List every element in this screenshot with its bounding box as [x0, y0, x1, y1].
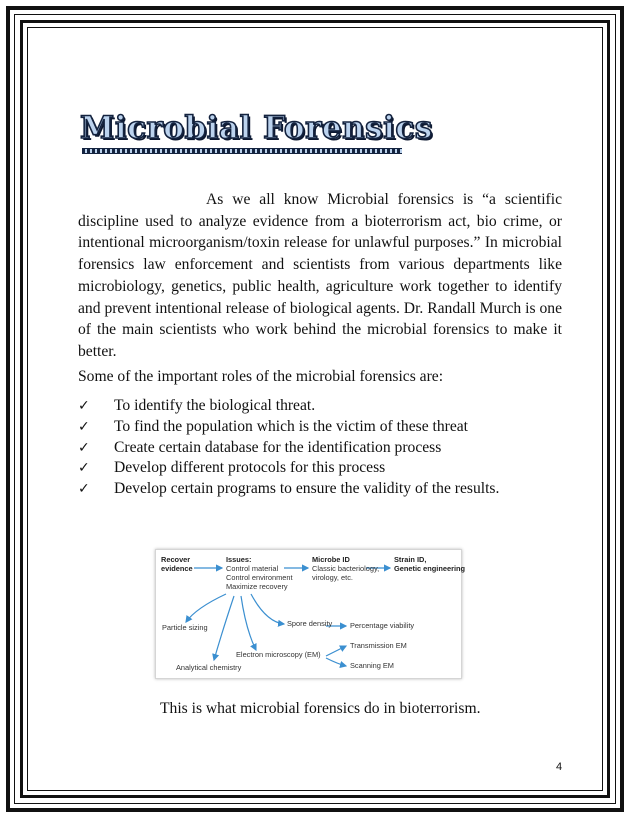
diagram-label-evidence: evidence	[161, 564, 193, 573]
arrow-to-analytical-chemistry	[214, 596, 234, 660]
list-item-text: To identify the biological threat.	[114, 397, 316, 414]
diagram-label-recover: Recover	[161, 555, 191, 564]
arrow-to-transmission-em	[326, 646, 346, 656]
diagram-percentage-viability: Percentage viability	[350, 621, 415, 630]
checkmark-icon: ✓	[78, 460, 90, 477]
arrow-to-particle-sizing	[186, 594, 226, 622]
list-item-text: Create certain database for the identification process	[114, 438, 442, 456]
list-item-text: Develop certain programs to ensure the validity of the results.	[114, 480, 500, 498]
list-item	[78, 396, 499, 417]
checkmark-icon: ✓	[78, 418, 90, 435]
diagram-transmission-em: Transmission EM	[350, 641, 407, 650]
diagram-label-microbe-id: Microbe ID	[312, 555, 350, 564]
page-title: Microbial Forensics	[80, 110, 433, 146]
diagram-microbe-2: virology, etc.	[312, 573, 353, 582]
arrow-to-scanning-em	[326, 658, 346, 666]
diagram-label-strain-id: Strain ID,	[394, 555, 427, 564]
roles-intro: Some of the important roles of the microbial forensics are:	[78, 368, 444, 385]
diagram-analytical-chemistry: Analytical chemistry	[176, 663, 242, 672]
diagram-scanning-em: Scanning EM	[350, 661, 394, 670]
diagram-spore-density: Spore density	[287, 619, 333, 628]
diagram-issue-2: Control environment	[226, 573, 293, 582]
list-item	[78, 479, 499, 500]
checkmark-icon: ✓	[78, 439, 90, 456]
diagram-label-issues: Issues:	[226, 555, 252, 564]
diagram-issue-3: Maximize recovery	[226, 582, 288, 591]
page-number: 4	[556, 761, 563, 773]
list-item-text: Develop different protocols for this process	[114, 459, 386, 477]
diagram-particle-sizing: Particle sizing	[162, 623, 208, 632]
intro-paragraph-text: As we all know Microbial forensics is “a scientific discipline used to analyze evidence from a bioterrorism act, bio crime, or intentional microorganism/toxin release for unlawful purposes.” In microbial forensics law enforcement and scientists from various departments like microbiology, genetics, public health, agriculture work together to identify and prevent intentional release of biological agents. Dr. Randall Murch is one of the main scientists who work behind the microbial forensics to make it better.	[78, 191, 562, 360]
list-item	[78, 438, 499, 459]
arrow-to-electron-microscopy	[241, 596, 256, 650]
list-item-text: To find the population which is the victim of these threat	[114, 417, 469, 435]
diagram-caption: This is what microbial forensics do in bioterrorism.	[160, 700, 481, 717]
forensics-diagram	[155, 549, 466, 679]
title-underline	[82, 148, 402, 154]
diagram-electron-microscopy: Electron microscopy (EM)	[236, 650, 321, 659]
arrow-to-spore-density	[251, 594, 284, 624]
diagram-issue-1: Control material	[226, 564, 279, 573]
list-item	[78, 458, 499, 479]
roles-list	[78, 396, 499, 500]
intro-paragraph	[78, 189, 562, 363]
list-item	[78, 417, 499, 438]
diagram-microbe-1: Classic bacteriology,	[312, 564, 380, 573]
checkmark-icon: ✓	[78, 398, 90, 414]
checkmark-icon: ✓	[78, 481, 90, 498]
diagram-label-genetic: Genetic engineering	[394, 564, 466, 573]
